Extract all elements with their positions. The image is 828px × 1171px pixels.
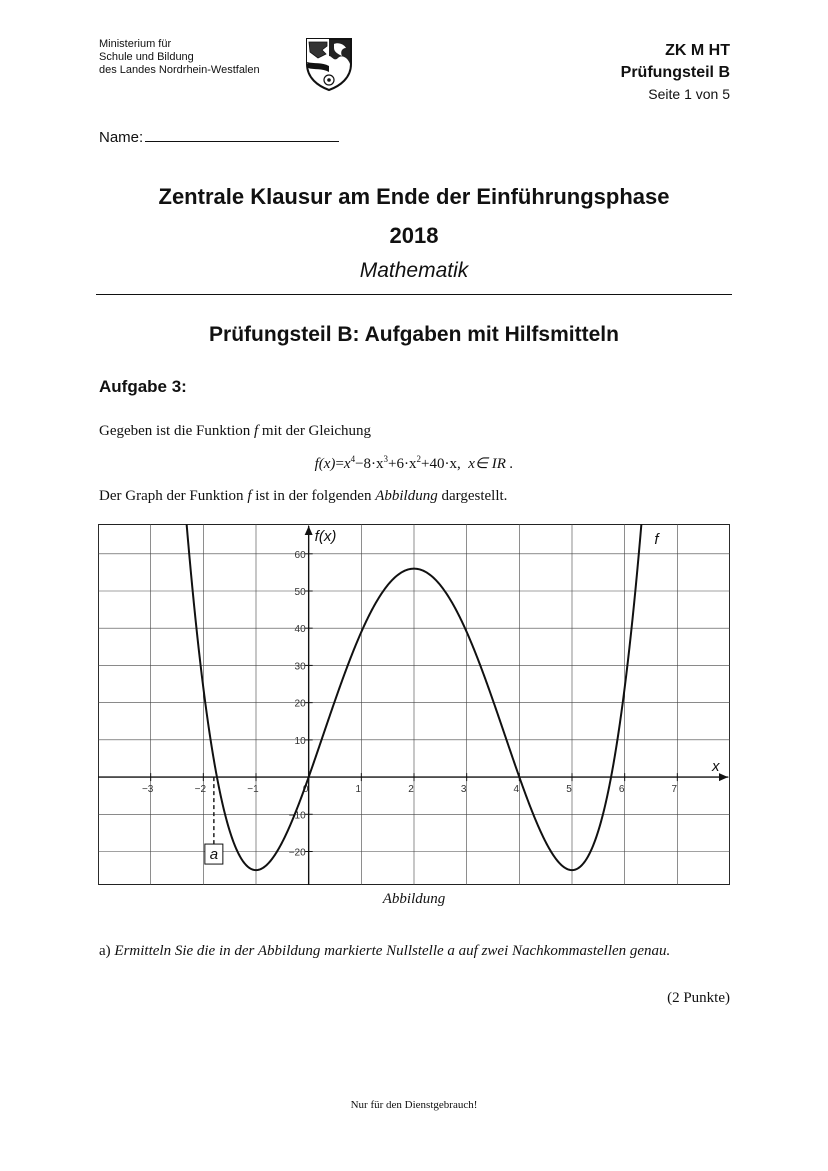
y-axis-label: f(x) — [314, 528, 337, 545]
question-points: (2 Punkte) — [667, 990, 730, 1006]
eq-term-1: x — [343, 456, 351, 472]
x-tick-label: 4 — [513, 784, 520, 796]
series-label: f — [654, 531, 659, 548]
title-divider — [96, 294, 732, 295]
eq-term-3-exp: 2 — [416, 454, 422, 464]
eq-sign: = — [335, 456, 344, 472]
root-label: a — [209, 846, 219, 864]
intro-before: Gegeben ist die Funktion — [99, 423, 251, 439]
chart-labels — [205, 528, 720, 864]
eq-term-4: +40·x, — [421, 456, 461, 472]
exam-code: ZK M HT — [665, 42, 730, 59]
ministry-line-2: Schule und Bildung — [99, 51, 194, 63]
x-axis-arrow — [719, 773, 728, 781]
exam-year: 2018 — [389, 223, 439, 248]
question-label: a) — [99, 943, 111, 959]
x-tick-label: 0 — [302, 784, 309, 796]
eq-term-1-exp: 4 — [350, 454, 356, 464]
x-tick-label: −2 — [194, 784, 207, 796]
task-title: Aufgabe 3: — [99, 377, 187, 396]
chart-ticks — [142, 550, 678, 859]
subject: Mathematik — [359, 259, 469, 282]
exam-code-block — [621, 40, 730, 104]
y-tick-label: 40 — [294, 624, 306, 636]
x-tick-label: 6 — [618, 784, 625, 796]
graph-text-after: dargestellt. — [441, 488, 508, 504]
x-tick-label: 5 — [566, 784, 572, 796]
graph-intro-text — [99, 488, 507, 505]
eq-term-3: +6·x — [388, 456, 417, 472]
intro-fname: f — [253, 423, 259, 439]
ministry-line-3: des Landes Nordrhein-Westfalen — [99, 64, 260, 76]
y-tick-label: 20 — [294, 698, 306, 710]
eq-term-2: −8·x — [355, 456, 384, 472]
x-tick-label: −3 — [141, 784, 154, 796]
nrw-coat-of-arms-logo — [304, 36, 354, 92]
y-tick-label: 10 — [294, 735, 306, 747]
graph-text-before: Der Graph der Funktion — [99, 488, 244, 504]
y-tick-label: 50 — [294, 586, 306, 598]
y-tick-label: −10 — [288, 810, 306, 822]
graph-text-emph: Abbildung — [375, 488, 438, 504]
intro-after: mit der Gleichung — [261, 423, 372, 439]
graph-text-fname: f — [247, 488, 252, 504]
exam-title: Zentrale Klausur am Ende der Einführungsphase — [158, 184, 670, 209]
x-tick-label: 1 — [355, 784, 362, 796]
chart-grid — [98, 524, 730, 885]
y-axis-arrow — [305, 526, 313, 535]
function-equation — [0, 454, 828, 473]
name-label: Name: — [99, 129, 144, 146]
graph-text-middle: ist in der folgenden — [255, 488, 372, 504]
y-tick-label: 30 — [294, 661, 306, 673]
footer-note: Nur für den Dienstgebrauch! — [350, 1099, 478, 1111]
eq-domain: x∈ IR . — [468, 456, 514, 472]
intro-text — [99, 423, 371, 440]
x-tick-label: −1 — [247, 784, 259, 796]
x-axis-label: x — [712, 758, 720, 776]
question-a — [99, 938, 731, 965]
x-tick-label: 3 — [460, 784, 467, 796]
y-tick-label: 60 — [294, 549, 306, 561]
name-blank-line[interactable] — [145, 127, 339, 142]
page-number: Seite 1 von 5 — [648, 86, 730, 102]
ministry-line-1: Ministerium für — [99, 38, 172, 50]
x-tick-label: 2 — [408, 784, 414, 796]
figure-caption: Abbildung — [382, 891, 446, 907]
function-graph — [98, 524, 730, 885]
y-tick-label: −20 — [288, 847, 306, 859]
ministry-name — [99, 38, 260, 77]
section-title: Prüfungsteil B: Aufgaben mit Hilfsmitteln — [209, 323, 619, 346]
eq-lhs: f(x) — [314, 456, 336, 472]
question-text: Ermitteln Sie die in der Abbildung markierte Nullstelle a auf zwei Nachkommastellen genau. — [114, 943, 671, 959]
eq-term-2-exp: 3 — [383, 454, 389, 464]
x-tick-label: 7 — [671, 784, 678, 796]
exam-part: Prüfungsteil B — [620, 64, 730, 81]
name-field — [99, 127, 339, 146]
